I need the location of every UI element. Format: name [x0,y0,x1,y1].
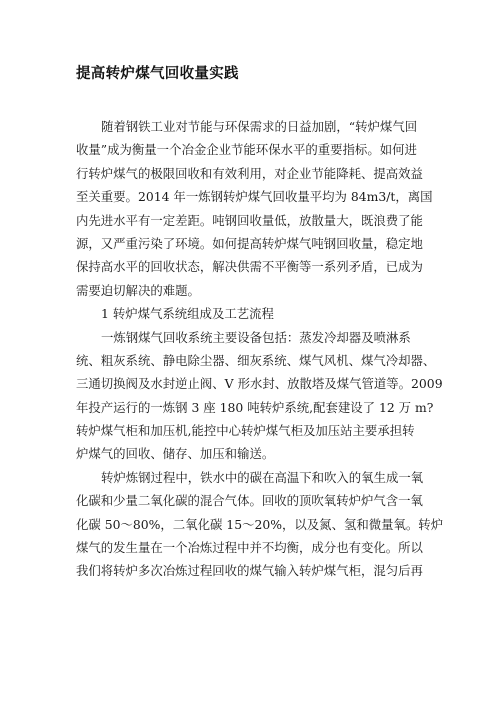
text-line: 三通切换阀及水封逆止阀、V 形水封、放散塔及煤气管道等。2009 [76,376,443,392]
text-line: 内先进水平有一定差距。吨钢回收量低，放散量大，既浪费了能 [76,212,423,228]
text-line: 煤气的发生量在一个冶炼过程中并不均衡，成分也有变化。所以 [76,540,423,556]
text-line: 保持高水平的回收状态，解决供需不平衡等一系列矛盾，已成为 [76,259,423,275]
text-line: 需要迫切解决的难题。 [76,282,200,298]
text-line: 炉煤气的回收、储存、加压和输送。 [76,446,275,462]
text-line: 我们将转炉多次冶炼过程回收的煤气输入转炉煤气柜，混匀后再 [76,563,423,579]
text-line: 化碳和少量二氧化碳的混合气体。回收的顶吹氧转炉炉气含一氧 [76,493,423,509]
text-line: 源，又严重污染了环境。如何提高转炉煤气吨钢回收量，稳定地 [76,235,423,251]
text-line: 一炼钢煤气回收系统主要设备包括：蒸发冷却器及喷淋系 [101,329,411,345]
text-line: 转炉炼钢过程中，铁水中的碳在高温下和吹入的氧生成一氧 [101,469,424,485]
text-line: 收量”成为衡量一个冶金企业节能环保水平的重要指标。如何进 [76,142,417,158]
text-line: 转炉煤气柜和加压机,能控中心转炉煤气柜及加压站主要承担转 [76,423,415,439]
text-line: 至关重要。2014 年一炼钢转炉煤气回收量平均为 84m3/t，离国 [76,189,433,205]
document-title: 提高转炉煤气回收量实践 [76,66,239,82]
text-line: 行转炉煤气的极限回收和有效利用，对企业节能降耗、提高效益 [76,165,423,181]
text-line: 统、粗灰系统、静电除尘器、细灰系统、煤气风机、煤气冷却器、 [76,352,436,368]
document-body [76,115,444,583]
text-line: 年投产运行的一炼钢 3 座 180 吨转炉系统,配套建设了 12 万 m? [76,399,434,415]
text-line: 随着钢铁工业对节能与环保需求的日益加剧，“转炉煤气回 [101,119,418,134]
text-line: 1 转炉煤气系统组成及工艺流程 [101,306,274,322]
text-line: 化碳 50～80%，二氧化碳 15～20%，以及氮、氢和微量氧。转炉 [76,516,444,532]
